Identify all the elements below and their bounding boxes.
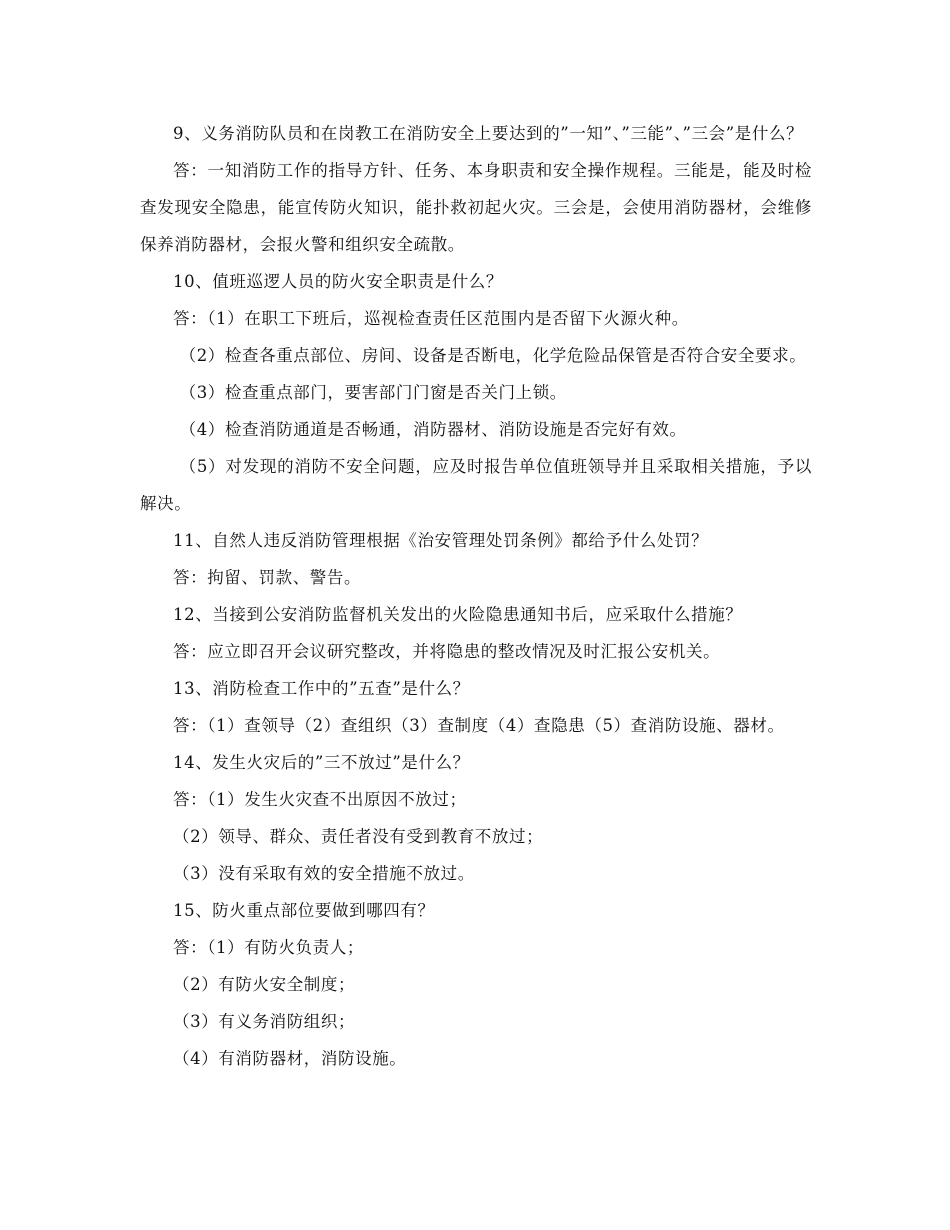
answer-13: 答：（1）查领导（2）查组织（3）查制度（4）查隐患（5）查消防设施、器材。 xyxy=(173,716,785,735)
answer-14-item-3: （3）没有采取有效的安全措施不放过。 xyxy=(173,864,475,883)
answer-11: 答：拘留、罚款、警告。 xyxy=(173,568,362,587)
answer-14-item-2: （2）领导、群众、责任者没有受到教育不放过； xyxy=(173,827,544,846)
document-body xyxy=(140,115,812,1077)
answer-15-item-2: （2）有防火安全制度； xyxy=(173,975,356,994)
question-10: 10、值班巡逻人员的防火安全职责是什么？ xyxy=(173,272,503,291)
answer-15-item-3: （3）有义务消防组织； xyxy=(173,1012,356,1031)
question-9: 9、义务消防队员和在岗教工在消防安全上要达到的”一知”、”三能”、”三会”是什么？ xyxy=(173,124,804,143)
answer-12: 答：应立即召开会议研究整改，并将隐患的整改情况及时汇报公安机关。 xyxy=(173,642,721,661)
answer-10-item-5: （5）对发现的消防不安全问题，应及时报告单位值班领导并且采取相关措施，予以解决。 xyxy=(140,457,812,513)
question-12: 12、当接到公安消防监督机关发出的火险隐患通知书后，应采取什么措施？ xyxy=(173,605,743,624)
answer-10-item-3: （3）检查重点部门，要害部门门窗是否关门上锁。 xyxy=(179,383,567,402)
answer-10-item-2: （2）检查各重点部位、房间、设备是否断电，化学危险品保管是否符合安全要求。 xyxy=(179,346,807,365)
answer-10-item-4: （4）检查消防通道是否畅通，消防器材、消防设施是否完好有效。 xyxy=(179,420,687,439)
question-14: 14、发生火灾后的”三不放过”是什么？ xyxy=(173,753,470,772)
answer-10-item-1: 答：（1）在职工下班后，巡视检查责任区范围内是否留下火源火种。 xyxy=(173,309,689,328)
answer-14-item-1: 答：（1）发生火灾查不出原因不放过； xyxy=(173,790,467,809)
answer-9: 答：一知消防工作的指导方针、任务、本身职责和安全操作规程。三能是，能及时检查发现安全隐患，能宣传防火知识，能扑救初起火灾。三会是，会使用消防器材，会维修保养消防器材，会报火警和组织安全疏散。 xyxy=(140,161,812,254)
answer-15-item-4: （4）有消防器材，消防设施。 xyxy=(173,1049,407,1068)
question-15: 15、防火重点部位要做到哪四有？ xyxy=(173,901,435,920)
answer-15-item-1: 答：（1）有防火负责人； xyxy=(173,938,364,957)
question-11: 11、自然人违反消防管理根据《治安管理处罚条例》都给予什么处罚？ xyxy=(173,531,709,550)
question-13: 13、消防检查工作中的”五查”是什么？ xyxy=(173,679,470,698)
